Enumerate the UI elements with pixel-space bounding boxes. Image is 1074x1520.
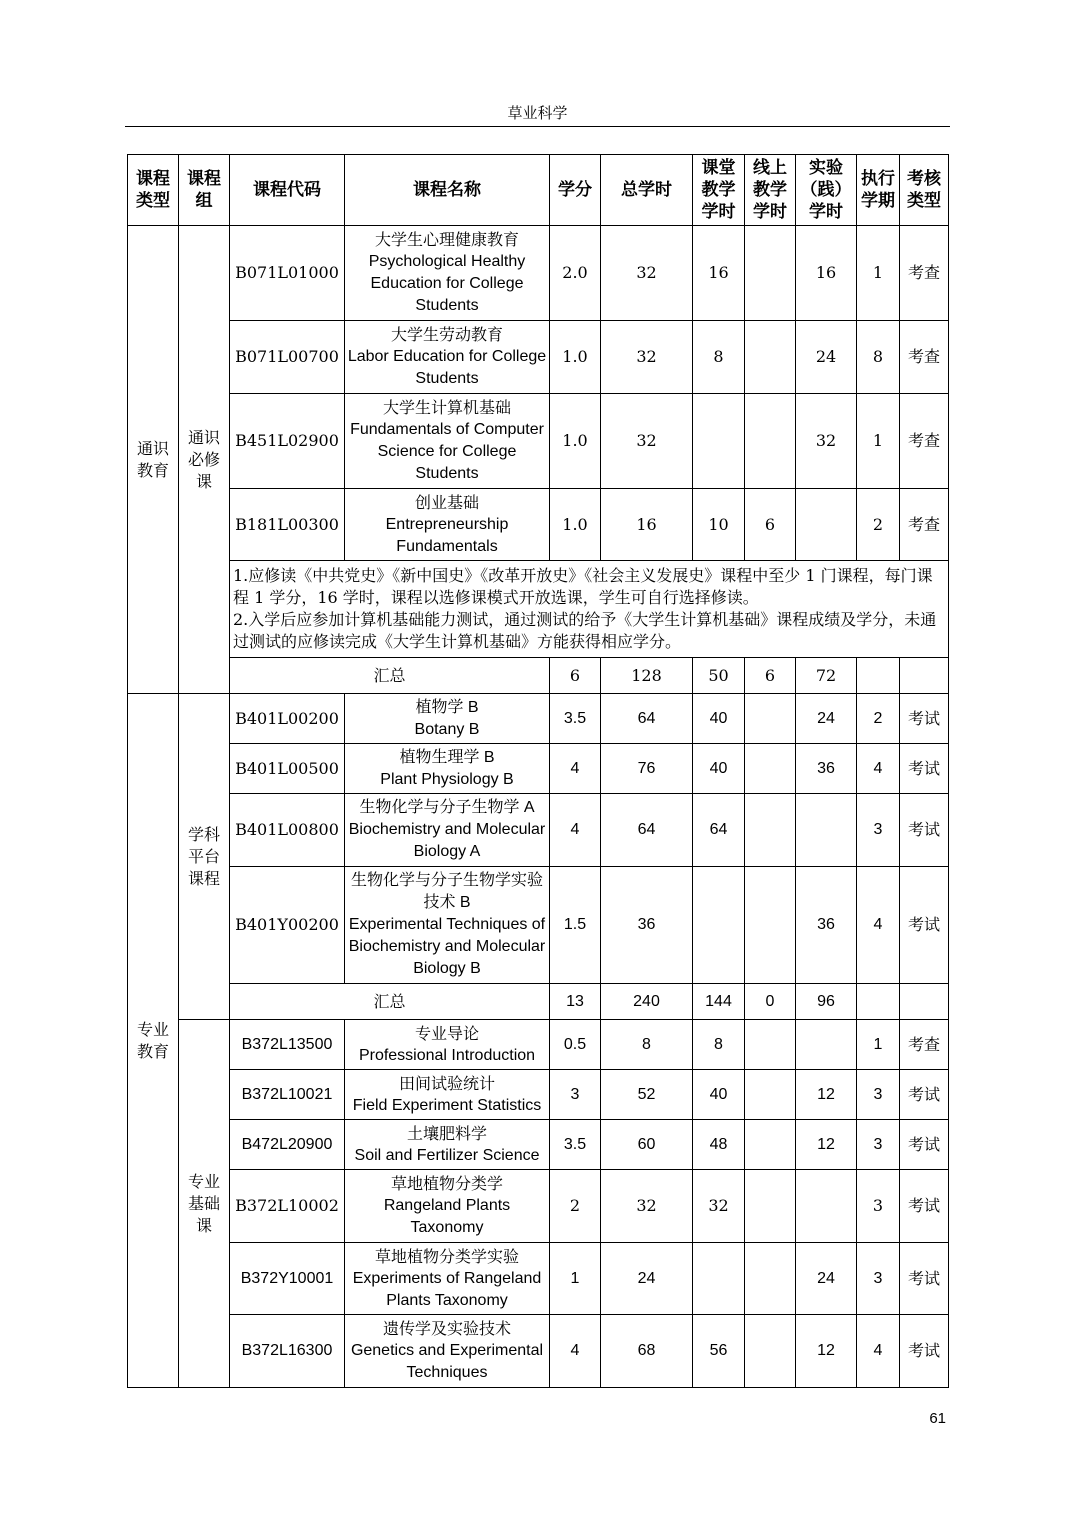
summary-term — [857, 984, 900, 1020]
summary-credit: 6 — [550, 658, 601, 694]
total-hours: 64 — [601, 794, 693, 867]
lab-hours — [796, 794, 857, 867]
summary-row — [128, 984, 949, 1020]
classroom-hours: 8 — [693, 321, 745, 394]
course-code: B401L00200 — [230, 694, 345, 744]
lab-hours: 12 — [796, 1315, 857, 1388]
summary-credit: 13 — [550, 984, 601, 1020]
term: 3 — [857, 1170, 900, 1243]
online-hours — [745, 1170, 796, 1243]
col-header-total-hours: 总学时 — [601, 155, 693, 226]
summary-online-hours: 0 — [745, 984, 796, 1020]
table-row — [128, 1120, 949, 1170]
col-header-course-group: 课程 组 — [179, 155, 230, 226]
classroom-hours: 64 — [693, 794, 745, 867]
table-header-row — [128, 155, 949, 226]
page-number: 61 — [929, 1410, 946, 1427]
course-name: 遗传学及实验技术 Genetics and Experimental Techniques — [345, 1315, 550, 1388]
note-1: 1.应修读《中共党史》《新中国史》《改革开放史》《社会主义发展史》课程中至少 1 门课程，每门课程 1 学分，16 学时，课程以选修课模式开放选课，学生可自行选择修读。 — [233, 566, 933, 607]
classroom-hours: 40 — [693, 694, 745, 744]
lab-hours: 24 — [796, 1243, 857, 1315]
term: 1 — [857, 394, 900, 489]
classroom-hours: 16 — [693, 226, 745, 321]
course-type-cell: 通识 教育 — [128, 226, 179, 694]
table-row — [128, 867, 949, 984]
classroom-hours — [693, 867, 745, 984]
online-hours — [745, 1070, 796, 1120]
lab-hours: 12 — [796, 1120, 857, 1170]
assessment: 考试 — [900, 1070, 949, 1120]
col-header-course-type: 课程 类型 — [128, 155, 179, 226]
classroom-hours — [693, 1243, 745, 1315]
summary-label: 汇总 — [230, 658, 550, 694]
lab-hours — [796, 1170, 857, 1243]
assessment: 考试 — [900, 1315, 949, 1388]
course-group-cell: 通识 必修 课 — [179, 226, 230, 694]
summary-classroom-hours: 144 — [693, 984, 745, 1020]
course-code: B071L01000 — [230, 226, 345, 321]
credit: 1 — [550, 1243, 601, 1315]
lab-hours: 24 — [796, 321, 857, 394]
assessment: 考查 — [900, 226, 949, 321]
course-name: 大学生心理健康教育 Psychological Healthy Education for College Students — [345, 226, 550, 321]
online-hours — [745, 394, 796, 489]
classroom-hours: 40 — [693, 1070, 745, 1120]
course-name: 植物学 B Botany B — [345, 694, 550, 744]
assessment: 考查 — [900, 489, 949, 561]
online-hours: 6 — [745, 489, 796, 561]
course-name: 创业基础 Entrepreneurship Fundamentals — [345, 489, 550, 561]
course-name: 生物化学与分子生物学实验技术 B Experimental Techniques of Biochemistry and Molecular Biology B — [345, 867, 550, 984]
credit: 2.0 — [550, 226, 601, 321]
total-hours: 52 — [601, 1070, 693, 1120]
credit: 3 — [550, 1070, 601, 1120]
credit: 0.5 — [550, 1020, 601, 1070]
term: 8 — [857, 321, 900, 394]
general-notes — [230, 561, 949, 658]
summary-total-hours: 240 — [601, 984, 693, 1020]
classroom-hours: 10 — [693, 489, 745, 561]
term: 3 — [857, 1120, 900, 1170]
lab-hours: 36 — [796, 744, 857, 794]
lab-hours — [796, 489, 857, 561]
term: 1 — [857, 1020, 900, 1070]
note-2: 2.入学后应参加计算机基础能力测试，通过测试的给予《大学生计算机基础》课程成绩及学分，未通过测试的应修读完成《大学生计算机基础》方能获得相应学分。 — [233, 610, 937, 651]
course-group-cell: 专业 基础 课 — [179, 1020, 230, 1388]
credit: 3.5 — [550, 1120, 601, 1170]
assessment: 考查 — [900, 1020, 949, 1070]
credit: 1.0 — [550, 321, 601, 394]
table-row — [128, 744, 949, 794]
summary-total-hours: 128 — [601, 658, 693, 694]
course-code: B451L02900 — [230, 394, 345, 489]
online-hours — [745, 1243, 796, 1315]
lab-hours: 36 — [796, 867, 857, 984]
total-hours: 32 — [601, 321, 693, 394]
col-header-course-code: 课程代码 — [230, 155, 345, 226]
course-name: 生物化学与分子生物学 A Biochemistry and Molecular Biology A — [345, 794, 550, 867]
online-hours — [745, 1315, 796, 1388]
assessment: 考查 — [900, 321, 949, 394]
term: 4 — [857, 867, 900, 984]
course-code: B181L00300 — [230, 489, 345, 561]
online-hours — [745, 694, 796, 744]
course-code: B472L20900 — [230, 1120, 345, 1170]
table-row — [128, 1315, 949, 1388]
notes-row — [128, 561, 949, 658]
course-code: B372L16300 — [230, 1315, 345, 1388]
table-row — [128, 694, 949, 744]
online-hours — [745, 867, 796, 984]
credit: 1.0 — [550, 394, 601, 489]
table-row — [128, 394, 949, 489]
col-header-credit: 学分 — [550, 155, 601, 226]
col-header-classroom-hours: 课堂 教学 学时 — [693, 155, 745, 226]
course-name: 草地植物分类学实验 Experiments of Rangeland Plants Taxonomy — [345, 1243, 550, 1315]
classroom-hours: 48 — [693, 1120, 745, 1170]
total-hours: 68 — [601, 1315, 693, 1388]
term: 3 — [857, 794, 900, 867]
col-header-term: 执行 学期 — [857, 155, 900, 226]
total-hours: 32 — [601, 394, 693, 489]
col-header-course-name: 课程名称 — [345, 155, 550, 226]
total-hours: 64 — [601, 694, 693, 744]
lab-hours: 24 — [796, 694, 857, 744]
course-name: 土壤肥料学 Soil and Fertilizer Science — [345, 1120, 550, 1170]
course-type-cell: 专业 教育 — [128, 694, 179, 1388]
total-hours: 36 — [601, 867, 693, 984]
col-header-assessment: 考核 类型 — [900, 155, 949, 226]
course-name: 专业导论 Professional Introduction — [345, 1020, 550, 1070]
total-hours: 16 — [601, 489, 693, 561]
course-code: B372Y10001 — [230, 1243, 345, 1315]
course-name: 植物生理学 B Plant Physiology B — [345, 744, 550, 794]
table-row — [128, 489, 949, 561]
classroom-hours: 32 — [693, 1170, 745, 1243]
table-row — [128, 794, 949, 867]
col-header-lab-hours: 实验 （践） 学时 — [796, 155, 857, 226]
assessment: 考试 — [900, 867, 949, 984]
assessment: 考试 — [900, 694, 949, 744]
credit: 2 — [550, 1170, 601, 1243]
lab-hours: 12 — [796, 1070, 857, 1120]
assessment: 考试 — [900, 794, 949, 867]
summary-assessment — [900, 984, 949, 1020]
summary-lab-hours: 72 — [796, 658, 857, 694]
summary-term — [857, 658, 900, 694]
total-hours: 32 — [601, 1170, 693, 1243]
summary-label: 汇总 — [230, 984, 550, 1020]
credit: 4 — [550, 744, 601, 794]
total-hours: 60 — [601, 1120, 693, 1170]
summary-classroom-hours: 50 — [693, 658, 745, 694]
total-hours: 24 — [601, 1243, 693, 1315]
summary-online-hours: 6 — [745, 658, 796, 694]
total-hours: 8 — [601, 1020, 693, 1070]
page-header-title: 草业科学 — [125, 100, 950, 127]
course-code: B401Y00200 — [230, 867, 345, 984]
table-row — [128, 1070, 949, 1120]
classroom-hours — [693, 394, 745, 489]
total-hours: 32 — [601, 226, 693, 321]
summary-row — [128, 658, 949, 694]
assessment: 考试 — [900, 744, 949, 794]
term: 4 — [857, 744, 900, 794]
online-hours — [745, 226, 796, 321]
assessment: 考查 — [900, 394, 949, 489]
term: 3 — [857, 1243, 900, 1315]
table-row — [128, 226, 949, 321]
credit: 4 — [550, 1315, 601, 1388]
lab-hours: 16 — [796, 226, 857, 321]
course-code: B372L13500 — [230, 1020, 345, 1070]
summary-assessment — [900, 658, 949, 694]
assessment: 考试 — [900, 1120, 949, 1170]
online-hours — [745, 1020, 796, 1070]
course-code: B401L00500 — [230, 744, 345, 794]
table-row — [128, 1020, 949, 1070]
online-hours — [745, 321, 796, 394]
assessment: 考试 — [900, 1243, 949, 1315]
credit: 1.5 — [550, 867, 601, 984]
course-code: B372L10002 — [230, 1170, 345, 1243]
course-code: B401L00800 — [230, 794, 345, 867]
summary-lab-hours: 96 — [796, 984, 857, 1020]
term: 2 — [857, 489, 900, 561]
course-name: 大学生劳动教育 Labor Education for College Students — [345, 321, 550, 394]
table-row — [128, 1243, 949, 1315]
course-code: B372L10021 — [230, 1070, 345, 1120]
total-hours: 76 — [601, 744, 693, 794]
online-hours — [745, 744, 796, 794]
term: 4 — [857, 1315, 900, 1388]
course-group-cell: 学科 平台 课程 — [179, 694, 230, 1020]
assessment: 考试 — [900, 1170, 949, 1243]
course-code: B071L00700 — [230, 321, 345, 394]
lab-hours — [796, 1020, 857, 1070]
credit: 4 — [550, 794, 601, 867]
table-row — [128, 321, 949, 394]
online-hours — [745, 794, 796, 867]
course-name: 草地植物分类学 Rangeland Plants Taxonomy — [345, 1170, 550, 1243]
course-table — [127, 154, 949, 1388]
table-row — [128, 1170, 949, 1243]
term: 3 — [857, 1070, 900, 1120]
classroom-hours: 56 — [693, 1315, 745, 1388]
course-name: 田间试验统计 Field Experiment Statistics — [345, 1070, 550, 1120]
credit: 3.5 — [550, 694, 601, 744]
lab-hours: 32 — [796, 394, 857, 489]
classroom-hours: 8 — [693, 1020, 745, 1070]
credit: 1.0 — [550, 489, 601, 561]
term: 1 — [857, 226, 900, 321]
term: 2 — [857, 694, 900, 744]
col-header-online-hours: 线上 教学 学时 — [745, 155, 796, 226]
classroom-hours: 40 — [693, 744, 745, 794]
course-name: 大学生计算机基础 Fundamentals of Computer Science for College Students — [345, 394, 550, 489]
online-hours — [745, 1120, 796, 1170]
